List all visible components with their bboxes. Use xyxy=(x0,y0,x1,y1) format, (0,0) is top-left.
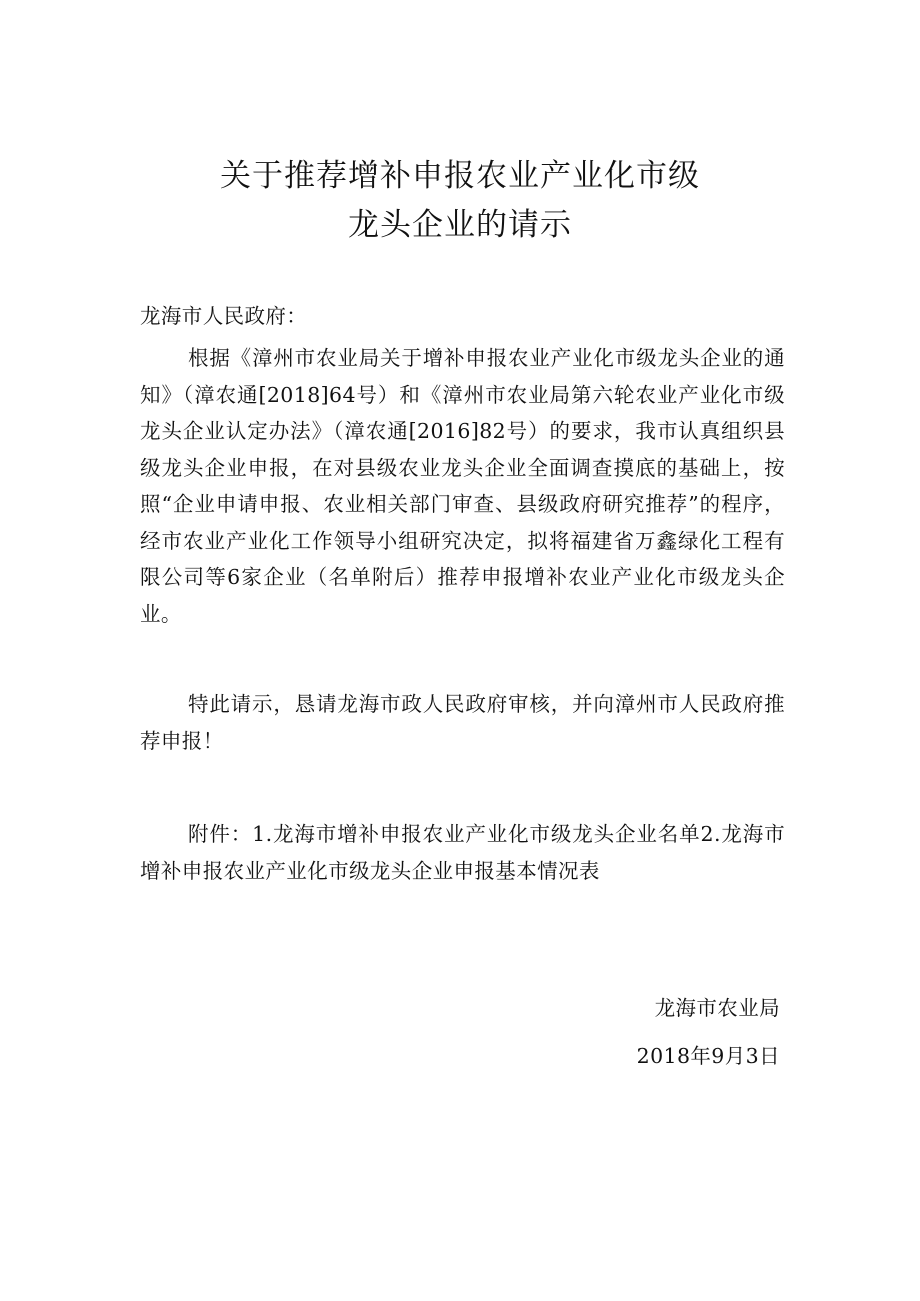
body-paragraph-request: 根据《漳州市农业局关于增补申报农业产业化市级龙头企业的通知》（漳农通[2018]64号）和《漳州市农业局第六轮农业产业化市级龙头企业认定办法》（漳农通[2016]82号）的要求，我市认真组织县级龙头企业申报，在对县级农业龙头企业全面调查摸底的基础上，按照“企业申请申报、农业相关部门审查、县级政府研究推荐”的程序，经市农业产业化工作领导小组研究决定，拟将福建省万鑫绿化工程有限公司等6家企业（名单附后）推荐申报增补农业产业化市级龙头企业。 xyxy=(140,346,785,626)
document-title-line-1: 关于推荐增补申报农业产业化市级 xyxy=(220,158,700,194)
signature-organization: 龙海市农业局 xyxy=(654,996,780,1020)
document-title-line-2: 龙头企业的请示 xyxy=(348,207,572,243)
signature-date: 2018年9月3日 xyxy=(636,1044,780,1068)
salutation: 龙海市人民政府： xyxy=(140,304,308,328)
attachment-note: 附件：1.龙海市增补申报农业产业化市级龙头企业名单2.龙海市增补申报农业产业化市级龙头企业申报基本情况表 xyxy=(140,822,785,883)
body-paragraph-closing: 特此请示，恳请龙海市政人民政府审核，并向漳州市人民政府推荐申报！ xyxy=(140,692,785,753)
